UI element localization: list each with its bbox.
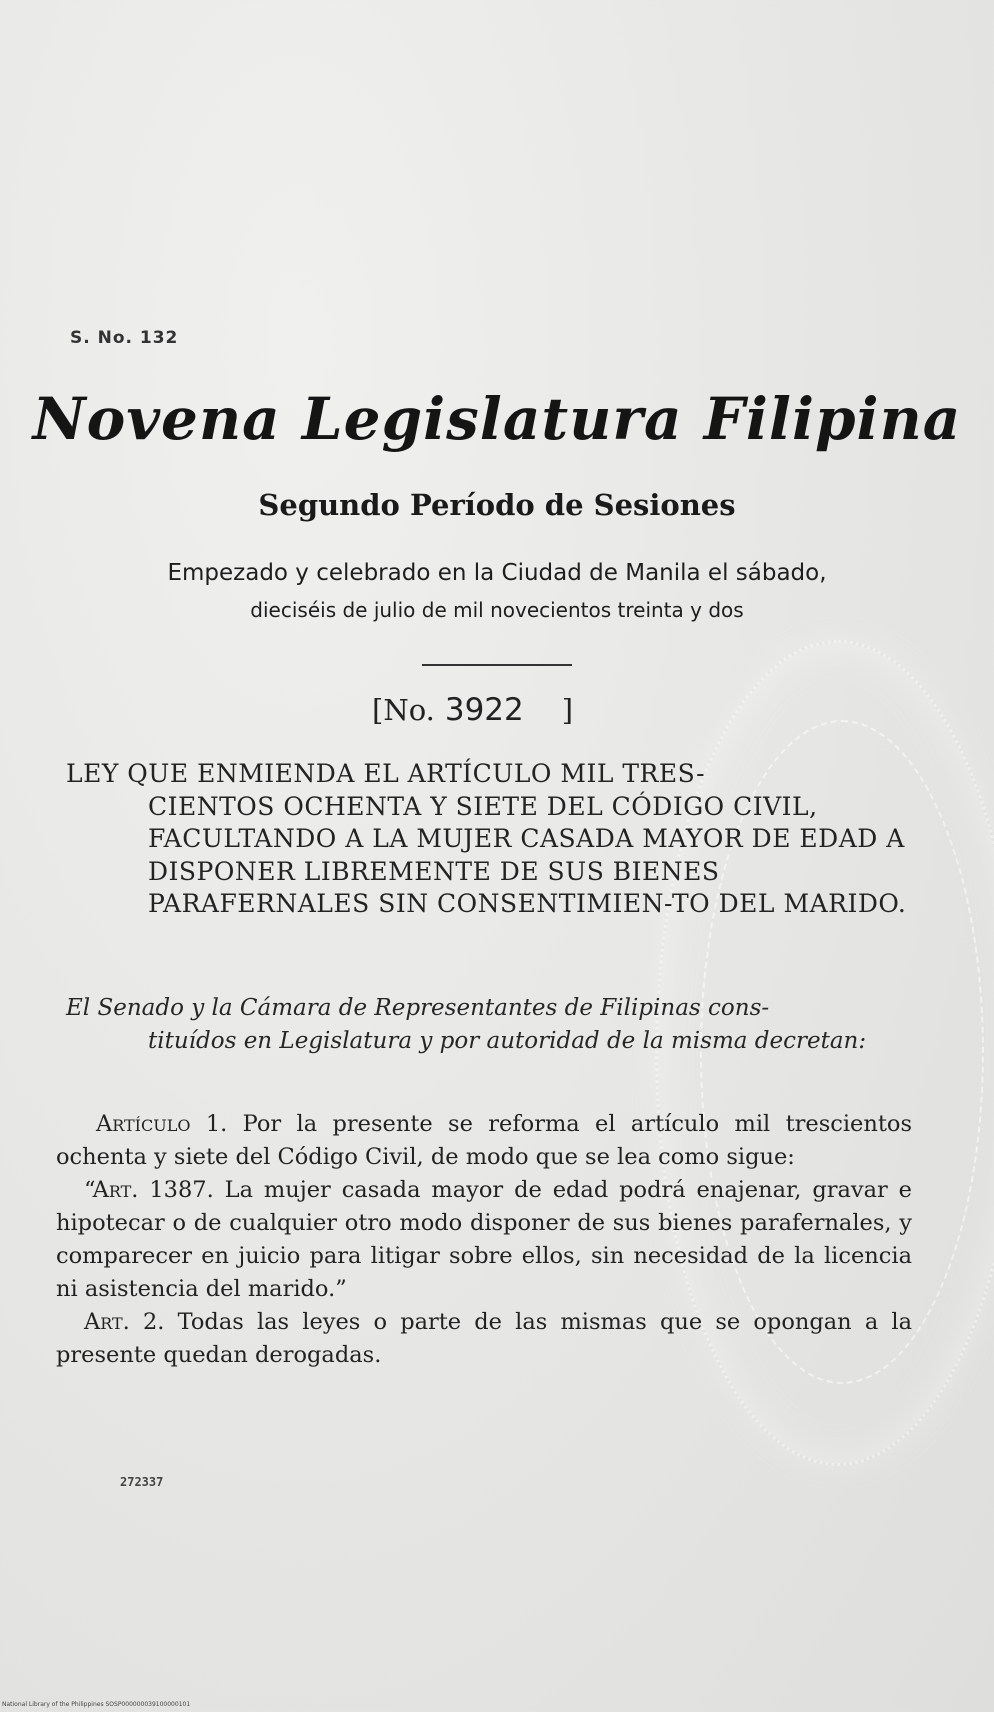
article-2 — [56, 1306, 912, 1372]
quoted-article-heading: “Art. 1387. — [84, 1177, 214, 1203]
act-number-suffix: ] — [561, 693, 574, 727]
print-code: 272337 — [120, 1475, 164, 1489]
enacting-clause — [66, 992, 916, 1058]
dateline-line-2: dieciséis de julio de mil novecientos treinta y dos — [250, 598, 744, 622]
act-title — [66, 758, 922, 921]
act-number — [372, 692, 573, 728]
archive-footer: National Library of the Philippines SOSP000000039100000101 — [2, 1701, 191, 1708]
session-heading: Segundo Período de Sesiones — [258, 488, 736, 522]
enacting-rest: tituídos en Legislatura y por autoridad de la misma decretan: — [148, 1028, 867, 1054]
article-1-heading: Artículo 1. — [96, 1111, 228, 1137]
article-1-text: Por la presente se reforma el artículo mil trescientos ochenta y siete del Código Civil, de modo que se lea como sigue: — [56, 1111, 912, 1170]
divider-rule — [422, 664, 572, 666]
article-2-heading: Art. 2. — [84, 1309, 165, 1335]
act-number-value: 3922 — [444, 692, 524, 728]
enacting-line-1: El Senado y la Cámara de Representantes de Filipinas cons- — [66, 995, 770, 1021]
act-title-line-1: LEY QUE ENMIENDA EL ARTÍCULO MIL TRES- — [66, 759, 706, 788]
quoted-article — [56, 1174, 912, 1306]
legislature-heading: Novena Legislatura Filipina — [32, 385, 962, 453]
act-body — [56, 1108, 912, 1372]
article-2-text: Todas las leyes o parte de las mismas que se opongan a la presente quedan derogadas. — [56, 1309, 912, 1368]
article-1 — [56, 1108, 912, 1174]
act-title-rest: CIENTOS OCHENTA Y SIETE DEL CÓDIGO CIVIL, FACULTANDO A LA MUJER CASADA MAYOR DE EDAD A DISPONER LIBREMENTE DE SUS BIENES PARAFERNALES SIN CONSENTIMIEN-TO DEL MARIDO. — [148, 791, 907, 918]
act-number-prefix: [No. — [372, 693, 435, 727]
dateline-line-1: Empezado y celebrado en la Ciudad de Manila el sábado, — [167, 560, 827, 586]
session-dateline — [0, 555, 994, 629]
bill-number: S. No. 132 — [70, 328, 179, 348]
quoted-article-text: La mujer casada mayor de edad podrá enajenar, gravar e hipotecar o de cualquier otro modo disponer de sus bienes parafernales, y comparecer en juicio para litigar sobre ellos, sin necesidad de la licencia ni asistencia del marido.” — [56, 1177, 912, 1302]
